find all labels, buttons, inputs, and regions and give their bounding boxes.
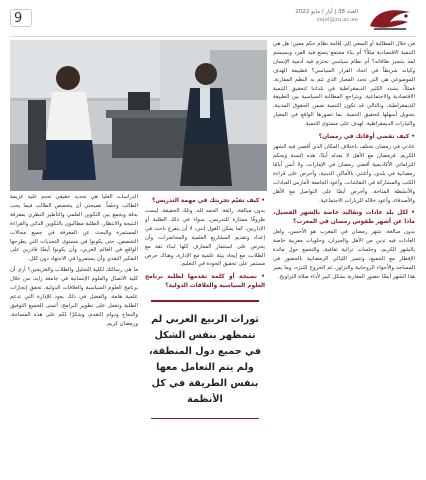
page-number: 9 xyxy=(14,11,23,26)
left-paragraph-1: الدراسات العليا هي تحديد حقيقي تحتم عليه عزيمة الطالب وحلماً. نصيحتي أن يتخصص الطالب فيما يحب بدقة ويجمع بين التكوين العلمي والتأطير النظري بمعرفة النتيجة والانتظار، الطلبة مطالبون بالتكوين الذاتي والقراءة المستمرة والبحث عن المعرفة في جميع مجالات التخصص، حتى يكونوا في مستوى التحديات التي يطرحها الواقع في العالم العربي، وأن يكونوا أيضًا قادرين على التفكير النقدي وأن يستمروا في الاجتهاد دون كلل. xyxy=(10,194,138,263)
middle-paragraph-1: بدون مبالغة، رائعة، الحمد لله، وتلك الحقيقة، ليست ظروفًا ممتازة للتدريس، سواء في ذلك الطلبة أو الإداريين، كما يمكن القول إنني، لا أن يتفرغ باحث في إعداد وتقديم المشاريع العلمية والمحاضرات، وأن يحرص على استثمار المعارف كلها لبناء ثقة مع الطلاب، مع إيجاد بيئة علمية مع الإدارة، وهناك حرص مستمر على تحقيق الجودة في التعليم. xyxy=(145,208,265,268)
article-right-column xyxy=(273,40,415,472)
article-middle-column xyxy=(145,193,265,295)
left-paragraph-2: ما هي رسالتك لكلية التحليل والطلاب والخريجين؟ أرى أن كلية الاتصال والعلوم الإنسانية في جامعة زايد، من خلال برنامج العلوم السياسية والعلاقات الدولية، تحقق إنجازات علمية هامة، والفضل في ذلك يعود للإدارة التي تدعم الطلبة وتعمل على تطوير البرامج، أتمنى للجميع التوفيق والنجاح ودوام التقدم، وشكرًا لكم على هذه المساحة، ورمضان كريم. xyxy=(10,267,138,327)
header-info xyxy=(295,8,358,24)
header-divider xyxy=(10,36,416,37)
header-email: zajel@zu.ac.ae xyxy=(316,17,358,23)
article-left-column xyxy=(10,193,138,393)
right-paragraph-3: بدون مبالغة، شهر رمضان في المغرب هو الأحسن، ولعل العادات فيه تدين من الأهل والجيران، وحلويات مغربية خاصة بالشهر الكريم، وجلسات تراثية ثقافية، والتجمع حول مائدة الإفطار مع الجميع، وتتميز الليالي الرمضانية بالحضور في المساجد والأجواء الروحانية والتزاور، ثم الخروج للتنزه، وما يميز هذا الشهر أيضًا حضور المغاربة بشكل كبير لأداء صلاة التراويح. xyxy=(273,229,415,280)
right-paragraph-1: من خلال المطالبة أو السعي إلى إقامة نظام حكم معين؛ هل هي التنمية الاقتصادية مثلاً؟ أم بناء مجتمع يتمتع فيه الفرد وبسيسم لمه بتنجيز طاقاته؟ أم نظام سياسي تحترم فيه آدمية الإنسان وكيانه شريطاً في اتحاد القرار السياسي؟ فطبيعة الهدف الموضوعي هي التي تحدد المعيار الذي تتم به النظم المقارنة، فمثلاً، يشدد الكثير الديمقراطية في بلداننا لتحقيق التنمية الاقتصادية والاجتماعية، ويتراجع المطالبة السياسية بين الطبيعة الديمقراطية، وبالتالي قد تكون التنمية ضمن الحقوق المدنية، بتحويل أسهلها لتحقيق التنمية، بما تصورها الواقع في المعيار والتيارات الديمقراطية، لهدف على مستوى التنمية. xyxy=(273,41,415,128)
pull-quote-text: ثورات الربيع العربي لم تتمظهر بنفس الشكل في جميع دول المنطقة، ولم يتم التعامل معها بنفس الطريقة في كل الأنظمة xyxy=(149,313,261,405)
right-paragraph-2: عادتي في رمضان تختلف باختلاف المكان الذي أقضي فيه الشهر الكريم، فرمضان مع الأهل لا يعدله أبدًا، هذه السنة وبحكم التزاماتي الأكاديمية أقضي رمضان في الإمارات، ولا أنس أيامًا رمضانية في بلدي، وأعتني بالأماكن الدينية، وأحرص على قراءة الكتب والمشاركة في النقاشات، وأعود الجامعة لأمارس العبادات والأنشطة المتاحة، وأحرص أيضًا على التواصل مع الأهل والأصدقاء، وأعود خلاله للزيارات الاجتماعية. xyxy=(273,144,415,204)
zajel-logo xyxy=(366,4,414,34)
question-ramadan-time: • كيف تقضي أوقاتك في رمضان؟ xyxy=(318,134,415,141)
question-ramadan-traditions: • لكل بلد عادات وتقاليد خاصة بالشهر الفضيل، ماذا عن أشهر طقوس رمضان في المغرب؟ xyxy=(273,210,415,226)
pull-quote xyxy=(145,300,265,456)
question-advice-students: • نصيحة أو كلمة تقدمها لطلبة برنامج العلوم السياسية والعلاقات الدولية؟ xyxy=(145,274,265,290)
interview-photo xyxy=(10,40,267,191)
question-teaching-experience: • كيف تقيّم تجربتك في مهمة التدريس؟ xyxy=(151,198,265,204)
issue-line: العدد 38 | أيار / مايو 2022 xyxy=(295,9,358,15)
interview-photo-illustration xyxy=(10,40,267,191)
pull-quote-bottom-rule xyxy=(151,418,259,420)
